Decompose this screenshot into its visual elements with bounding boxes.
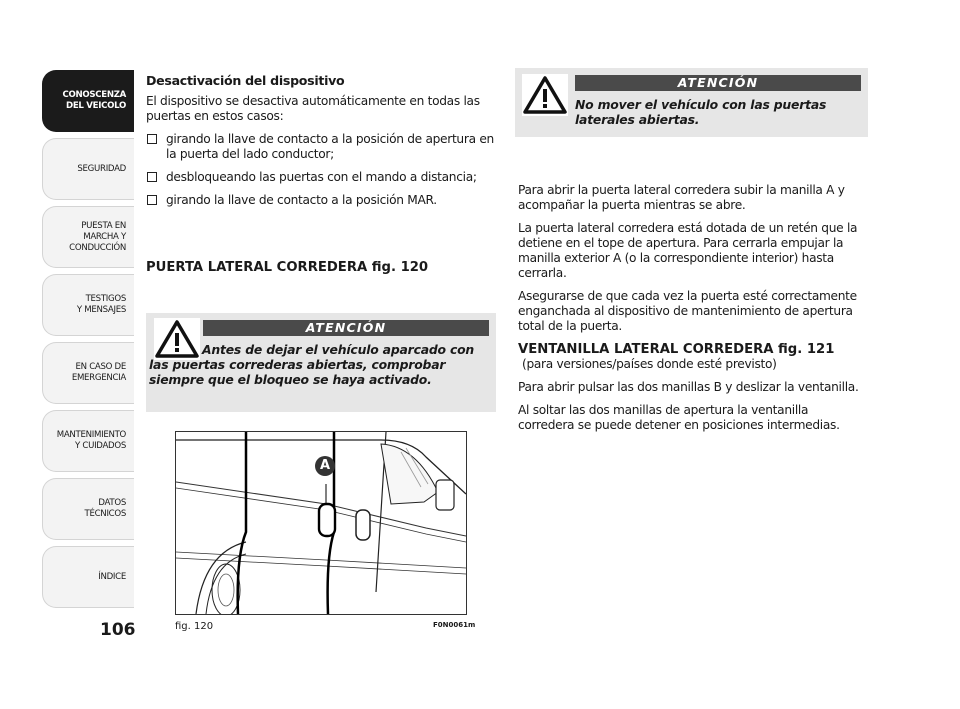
paragraph: Para abrir la puerta lateral corredera subir la manilla A y acompañar la puerta mientras se abre. xyxy=(518,183,845,212)
figure-code: F0N0061m xyxy=(433,621,476,629)
section-title-puerta: PUERTA LATERAL CORREDERA fig. 120 xyxy=(146,260,429,275)
warning-title: ATENCIÓN xyxy=(575,75,861,91)
paragraph: Al soltar las dos manillas de apertura la ventanilla corredera se puede detener en posiciones intermedias. xyxy=(518,403,840,432)
paragraph: La puerta lateral corredera está dotada de un retén que la detiene en el tope de apertura. Para cerrarla empujar la manilla exterior A (o la correspondiente interior) hasta cerrarla. xyxy=(518,221,858,280)
marker-a-label: A xyxy=(319,458,331,473)
list-item xyxy=(146,132,494,162)
warning-triangle-icon xyxy=(522,74,568,116)
warning-box-right xyxy=(515,68,868,137)
van-door-figure xyxy=(175,431,467,615)
tab-datos-tecnicos[interactable] xyxy=(42,478,134,540)
warning-text: No mover el vehículo con las puertas laterales abiertas. xyxy=(575,97,827,127)
figure-caption: fig. 120 xyxy=(175,621,214,632)
tab-label: SEGURIDAD xyxy=(77,163,126,174)
tab-label: DATOS TÉCNICOS xyxy=(84,498,126,519)
checkbox-bullet-icon xyxy=(147,172,157,182)
subsection-heading: Desactivación del dispositivo xyxy=(146,73,345,88)
left-column xyxy=(146,73,494,216)
warning-box xyxy=(146,313,496,412)
tab-label: TESTIGOS Y MENSAJES xyxy=(76,294,126,315)
list-item-text: girando la llave de contacto a la posición MAR. xyxy=(166,193,437,207)
bullet-list xyxy=(146,132,494,208)
section-note: (para versiones/países donde esté previsto) xyxy=(522,357,777,371)
list-item-text: girando la llave de contacto a la posición de apertura en la puerta del lado conductor; xyxy=(166,132,494,161)
tab-mantenimiento[interactable] xyxy=(42,410,134,472)
marker-a-badge xyxy=(315,456,335,476)
checkbox-bullet-icon xyxy=(147,195,157,205)
tab-emergencia[interactable] xyxy=(42,342,134,404)
warning-text: Antes de dejar el vehículo aparcado con las puertas correderas abiertas, comprobar siempre que el bloqueo se haya activado. xyxy=(149,342,475,387)
tab-label: EN CASO DE EMERGENCIA xyxy=(71,362,126,383)
warning-title: ATENCIÓN xyxy=(203,320,489,336)
paragraph: Para abrir pulsar las dos manillas B y deslizar la ventanilla. xyxy=(518,380,859,394)
tab-puesta-en-marcha[interactable] xyxy=(42,206,134,268)
section-title-ventanilla: VENTANILLA LATERAL CORREDERA fig. 121 xyxy=(518,342,835,357)
list-item-text: desbloqueando las puertas con el mando a distancia; xyxy=(166,170,477,184)
chapter-tabs xyxy=(42,70,134,614)
list-item xyxy=(146,170,494,185)
list-item xyxy=(146,193,494,208)
checkbox-bullet-icon xyxy=(147,134,157,144)
tab-testigos[interactable] xyxy=(42,274,134,336)
paragraph: Asegurarse de que cada vez la puerta esté correctamente enganchada al dispositivo de mantenimiento de apertura total de la puerta. xyxy=(518,289,857,333)
tab-label: MANTENIMIENTO Y CUIDADOS xyxy=(56,430,126,451)
intro-paragraph: El dispositivo se desactiva automáticamente en todas las puertas en estos casos: xyxy=(146,94,480,123)
tab-label: PUESTA EN MARCHA Y CONDUCCIÓN xyxy=(69,220,126,253)
tab-label: CONOSCENZA DEL VEICOLO xyxy=(62,90,126,111)
right-column xyxy=(518,183,863,441)
tab-conoscenza-del-veicolo[interactable] xyxy=(42,70,134,132)
tab-seguridad[interactable] xyxy=(42,138,134,200)
page-number: 106 xyxy=(100,620,136,640)
tab-indice[interactable] xyxy=(42,546,134,608)
tab-label: ÍNDICE xyxy=(98,571,126,582)
